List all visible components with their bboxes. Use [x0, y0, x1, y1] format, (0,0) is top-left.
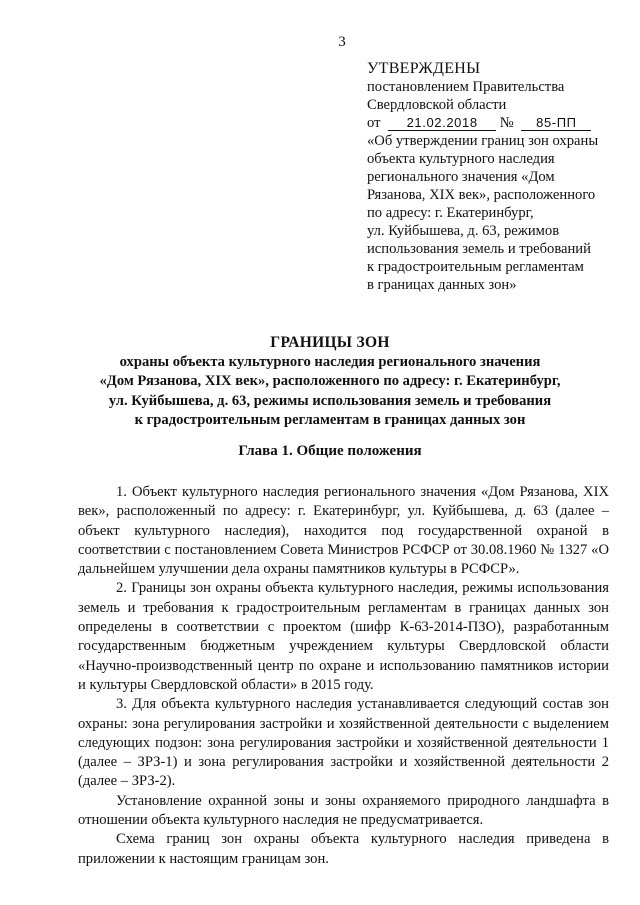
approval-date: 21.02.2018: [388, 115, 496, 131]
from-label: от: [367, 115, 381, 131]
document-body: [78, 483, 609, 869]
title-line: ул. Куйбышева, д. 63, режимы использования земель и требования: [108, 392, 552, 409]
paragraph: 1. Объект культурного наследия регионального значения «Дом Рязанова, XIX век», расположенный по адресу: г. Екатеринбург, ул. Куйбышева, д. 63 (далее – объект культурного наследия), находится под государственной охраной в соответствии с постановлением Совета Министров РСФСР от 30.08.1960 № 1327 «О дальнейшем улучшении дела охраны памятников культуры в РСФСР».: [78, 484, 609, 578]
approval-subject-line: регионального значения «Дом: [367, 169, 555, 185]
approval-subject-line: использования земель и требований: [367, 241, 591, 257]
approval-subject-line: в границах данных зон»: [367, 277, 517, 293]
approval-subject-line: объекта культурного наследия: [367, 151, 555, 167]
approval-subject-line: «Об утверждении границ зон охраны: [367, 133, 599, 149]
approval-line-2: Свердловской области: [367, 97, 507, 113]
approval-date-number-line: [367, 114, 617, 132]
chapter-heading: Глава 1. Общие положения: [238, 443, 422, 459]
document-title: [60, 333, 600, 431]
title-main: ГРАНИЦЫ ЗОН: [270, 334, 390, 351]
approval-line-1: постановлением Правительства: [367, 79, 565, 95]
approval-subject-line: ул. Куйбышева, д. 63, режимов: [367, 223, 560, 239]
approval-subject-line: по адресу: г. Екатеринбург,: [367, 205, 534, 221]
title-line: охраны объекта культурного наследия регионального значения: [119, 353, 541, 370]
approval-heading: УТВЕРЖДЕНЫ: [367, 60, 481, 77]
paragraph: Установление охранной зоны и зоны охраняемого природного ландшафта в отношении объекта культурного наследия не предусматривается.: [78, 792, 609, 829]
paragraph: 2. Границы зон охраны объекта культурного наследия, режимы использования земель и требования к градостроительным регламентам в границах данных зон определены в соответствии с проектом (шифр К-63-2014-ПЗО), разработанным государственным бюджетным учреждением культуры Свердловской области «Научно-производственный центр по охране и использованию памятников истории и культуры Свердловской области» в 2015 году.: [78, 580, 609, 693]
paragraph: Схема границ зон охраны объекта культурного наследия приведена в приложении к настоящим границам зон.: [78, 831, 609, 867]
number-label: №: [499, 115, 514, 131]
title-line: к градостроительным регламентам в границах данных зон: [134, 412, 526, 428]
approval-number: 85-ПП: [521, 115, 591, 131]
page-number: 3: [338, 34, 346, 50]
approval-subject-line: к градостроительным регламентам: [367, 259, 584, 275]
title-line: «Дом Рязанова, XIX век», расположенного по адресу: г. Екатеринбург,: [99, 373, 561, 389]
paragraph: 3. Для объекта культурного наследия устанавливается следующий состав зон охраны: зона регулирования застройки и хозяйственной деятельности с выделением следующих подзон: зона регулирования застройки и хозяйственной деятельности 1 (далее – ЗРЗ-1) и зона регулирования застройки и хозяйственной деятельности 2 (далее – ЗРЗ-2).: [78, 696, 609, 790]
approval-block: [367, 60, 617, 294]
approval-subject-line: Рязанова, XIX век», расположенного: [367, 187, 596, 203]
